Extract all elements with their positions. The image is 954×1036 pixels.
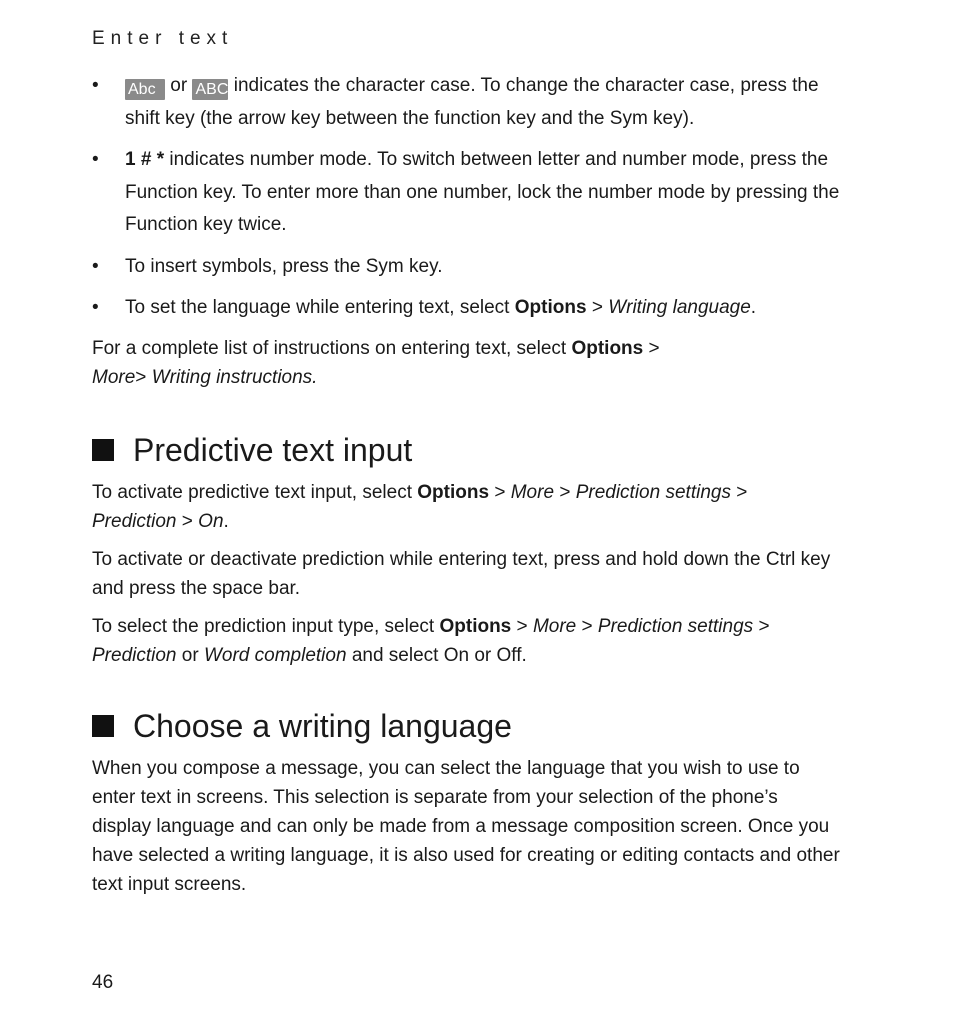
writing-language-ref: Writing language	[608, 297, 751, 318]
para-text: To activate predictive text input, select	[92, 481, 412, 503]
number-mode-indicator: 1 # *	[125, 149, 165, 170]
lowercase-abc-icon: Abc	[125, 79, 165, 100]
options-menu-ref: Options	[571, 337, 644, 359]
predictive-paragraph-2: To activate or deactivate prediction while entering text, press and hold down the Ctrl key and press the space bar.	[92, 548, 831, 599]
separator: >	[648, 337, 660, 359]
heading-square-icon	[92, 715, 114, 737]
separator: >	[591, 297, 603, 318]
complete-list-paragraph	[92, 334, 842, 392]
period: .	[223, 510, 229, 532]
options-menu-ref: Options	[439, 615, 512, 637]
language-paragraph: When you compose a message, you can select the language that you wish to use to enter text in screens. This selection is separate from your selection of the phone’s display language and can only be made from a message composition screen. Once you have selected a writing language, it is also used for creating or editing contacts and other text input screens.	[92, 757, 840, 895]
bullet-text: indicates number mode. To switch between letter and number mode, press the Function key. To enter more than one number, lock the number mode by pressing the Function key twice.	[125, 149, 840, 235]
bullet-text: To insert symbols, press the Sym key.	[125, 255, 443, 277]
word-completion-ref: Word completion	[203, 644, 347, 666]
more-menu-ref: More	[532, 615, 577, 637]
predictive-paragraph-1	[92, 478, 842, 536]
heading-text: Choose a writing language	[133, 707, 512, 744]
bullet-text: To set the language while entering text, select	[125, 297, 510, 318]
bullet-text: indicates the character case. To change the character case, press the shift key (the arrow key between the function key and the Sym key).	[125, 75, 819, 129]
page-number: 46	[92, 972, 114, 993]
separator: >	[758, 615, 770, 637]
para-text: and select On or Off.	[351, 644, 527, 666]
separator: >	[559, 481, 571, 503]
prediction-ref: Prediction	[92, 644, 177, 666]
bullet-number-mode	[92, 144, 842, 242]
on-ref: On	[198, 510, 224, 532]
uppercase-abc-icon: ABC	[192, 79, 228, 100]
heading-text: Predictive text input	[133, 431, 413, 468]
more-menu-ref: More	[510, 481, 555, 503]
period: .	[750, 297, 757, 318]
options-menu-ref: Options	[417, 481, 490, 503]
separator: >	[494, 481, 506, 503]
more-menu-ref: More	[92, 366, 136, 388]
or-word: or	[181, 644, 199, 666]
prediction-settings-ref: Prediction settings	[597, 615, 754, 637]
section-heading-predictive	[92, 430, 842, 470]
predictive-paragraph-3	[92, 612, 842, 670]
running-header: Enter text	[92, 28, 234, 49]
separator: >	[736, 481, 748, 503]
para-text: For a complete list of instructions on entering text, select	[92, 337, 567, 359]
bullet-insert-symbols	[92, 251, 842, 284]
para-text: To select the prediction input type, select	[92, 615, 435, 637]
section-heading-language	[92, 706, 842, 746]
bullet-set-language	[92, 292, 842, 325]
separator: >	[135, 366, 147, 388]
separator: >	[181, 510, 193, 532]
prediction-ref: Prediction	[92, 510, 177, 532]
options-menu-ref: Options	[514, 297, 587, 318]
separator: >	[516, 615, 528, 637]
writing-instructions-ref: Writing instructions.	[151, 366, 318, 388]
separator: >	[581, 615, 593, 637]
bullet-character-case	[92, 70, 842, 135]
or-word: or	[170, 75, 188, 96]
page-content	[92, 70, 842, 908]
prediction-settings-ref: Prediction settings	[575, 481, 731, 503]
heading-square-icon	[92, 439, 114, 461]
